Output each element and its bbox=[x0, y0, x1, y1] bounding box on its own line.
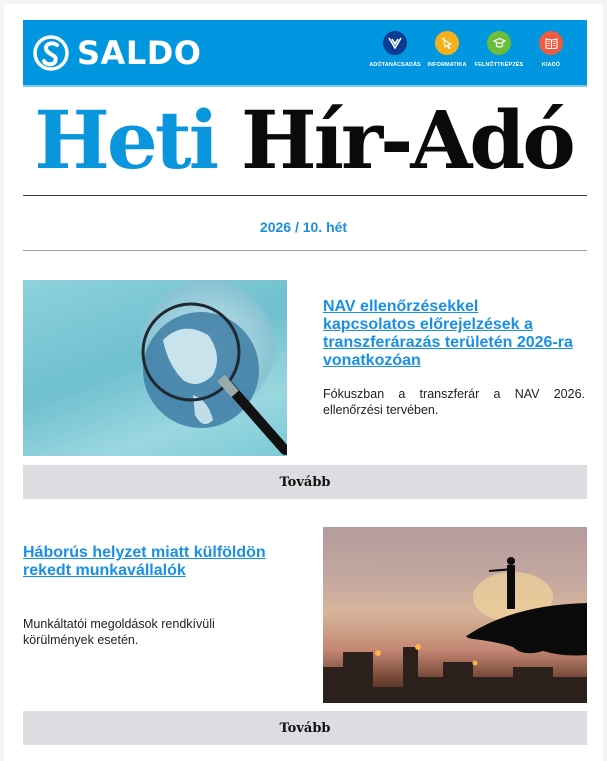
brand-name: SALDO bbox=[77, 34, 202, 72]
newsletter-title bbox=[4, 92, 603, 188]
nav-label: ADÓTANÁCSADÁS bbox=[369, 62, 421, 68]
nav-item-informatika[interactable] bbox=[421, 31, 473, 68]
article-title-link[interactable]: Háborús helyzet miatt külföldön rekedt munkavállalók bbox=[23, 544, 266, 579]
division-nav bbox=[369, 31, 577, 68]
graduation-cap-icon bbox=[487, 31, 511, 55]
article-description: Munkáltatói megoldások rendkívüli körülmények esetén. bbox=[23, 617, 215, 647]
nav-label: INFORMATIKA bbox=[427, 62, 467, 68]
saldo-s-logo-icon bbox=[33, 35, 69, 71]
divider bbox=[23, 250, 587, 251]
title-part-heti: Heti bbox=[34, 93, 217, 187]
issue-week: 2026 / 10. hét bbox=[259, 219, 348, 235]
nav-item-adotanacsadas[interactable] bbox=[369, 31, 421, 68]
divider bbox=[23, 195, 587, 196]
newsletter-page bbox=[4, 4, 603, 761]
article-description: Fókuszban a transzferár a NAV 2026. ellenőrzési tervében. bbox=[323, 387, 585, 417]
nav-item-kiado[interactable] bbox=[525, 31, 577, 68]
nav-label: FELNŐTTKÉPZÉS bbox=[474, 62, 524, 68]
saldo-logo[interactable] bbox=[33, 34, 201, 72]
read-more-button[interactable]: Tovább bbox=[23, 711, 587, 745]
article-title-link[interactable]: NAV ellenőrzésekkel kapcsolatos előrejelzések a transzferárazás területén 2026-ra vonatkozóan bbox=[323, 298, 573, 369]
article-image-soldier-on-hand[interactable] bbox=[323, 527, 587, 703]
nav-item-felnottkepzes[interactable] bbox=[473, 31, 525, 68]
v-leaf-icon bbox=[383, 31, 407, 55]
nav-label: KIADÓ bbox=[541, 62, 561, 68]
read-more-button[interactable]: Tovább bbox=[23, 465, 587, 499]
title-part-hir-ado: Hír-Adó bbox=[240, 93, 573, 187]
article-image-globe-magnifier[interactable] bbox=[23, 280, 287, 456]
cursor-click-icon bbox=[435, 31, 459, 55]
open-book-icon bbox=[539, 31, 563, 55]
brand-header bbox=[23, 20, 587, 87]
